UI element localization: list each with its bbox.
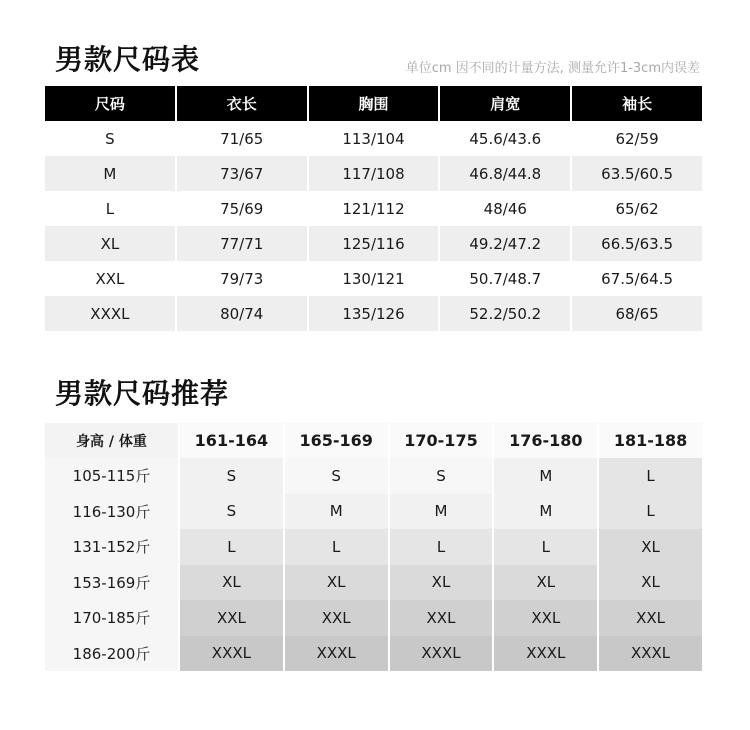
weight-label: 116-130斤 [45,494,178,530]
table-cell: 113/104 [342,129,405,148]
table-cell: 75/69 [220,199,264,218]
table-cell: XXL [95,269,125,288]
table-row [45,565,702,601]
height-header: 176-180 [494,423,597,458]
weight-label: 105-115斤 [45,458,178,494]
size-cell: XL [390,565,493,601]
size-cell: L [599,458,702,494]
size-chart-title: 男款尺码表 [55,43,201,76]
size-cell: XXXL [494,636,597,672]
height-header: 181-188 [599,423,702,458]
table-cell: 66.5/63.5 [572,226,702,261]
size-cell: M [494,458,597,494]
size-cell: S [285,458,388,494]
size-cell: XL [285,565,388,601]
size-cell: XXL [390,600,493,636]
size-cell: XL [180,565,283,601]
size-cell: L [494,529,597,565]
size-cell: L [599,494,702,530]
size-cell: XL [599,529,702,565]
table-row [45,156,702,191]
table-cell: 73/67 [177,156,307,191]
size-cell: M [285,494,388,530]
table-cell: 65/62 [615,199,659,218]
table-cell: 67.5/64.5 [601,269,674,288]
recommendation-header-row [45,423,702,458]
table-cell: S [105,129,115,148]
table-cell: 48/46 [483,199,527,218]
measurement-note: 单位cm 因不同的计量方法, 测量允许1-3cm内误差 [405,61,700,76]
table-cell: L [105,199,115,218]
table-row [45,494,702,530]
table-cell: 68/65 [572,296,702,331]
size-cell: XXL [285,600,388,636]
table-row [45,261,702,296]
table-cell: 45.6/43.6 [469,129,542,148]
size-cell: S [390,458,493,494]
table-cell: XL [45,226,175,261]
table-row [45,296,702,331]
recommendation-title: 男款尺码推荐 [55,377,230,410]
size-cell: S [180,494,283,530]
weight-label: 186-200斤 [45,636,178,672]
size-chart-header-row [45,86,702,121]
size-cell: XL [494,565,597,601]
size-cell: XXL [180,600,283,636]
size-cell: XXXL [390,636,493,672]
table-row [45,191,702,226]
height-header: 170-175 [390,423,493,458]
table-cell: 117/108 [309,156,439,191]
table-cell: 62/59 [615,129,659,148]
table-cell: 135/126 [309,296,439,331]
table-cell: 52.2/50.2 [440,296,570,331]
recommendation-table [45,423,702,671]
table-cell: 63.5/60.5 [572,156,702,191]
header-cell: 尺码 [45,86,175,121]
weight-label: 153-169斤 [45,565,178,601]
table-cell: 79/73 [220,269,264,288]
size-cell: XXXL [285,636,388,672]
table-cell: 49.2/47.2 [440,226,570,261]
corner-label: 身高 / 体重 [45,423,178,458]
header-cell: 肩宽 [440,86,570,121]
table-cell: 121/112 [342,199,405,218]
height-header: 161-164 [180,423,283,458]
table-cell: 130/121 [342,269,405,288]
weight-label: 170-185斤 [45,600,178,636]
size-chart-table [45,86,702,331]
table-cell: 125/116 [309,226,439,261]
weight-label: 131-152斤 [45,529,178,565]
table-cell: 80/74 [177,296,307,331]
size-cell: XXXL [599,636,702,672]
table-row [45,226,702,261]
size-cell: M [494,494,597,530]
table-row [45,121,702,156]
table-cell: 46.8/44.8 [440,156,570,191]
size-cell: L [180,529,283,565]
header-cell: 衣长 [177,86,307,121]
size-cell: S [180,458,283,494]
table-cell: 50.7/48.7 [469,269,542,288]
table-cell: 71/65 [220,129,264,148]
size-cell: XXL [599,600,702,636]
size-cell: XXL [494,600,597,636]
size-cell: XL [599,565,702,601]
table-cell: XXXL [45,296,175,331]
table-cell: 77/71 [177,226,307,261]
size-cell: L [390,529,493,565]
table-row [45,529,702,565]
size-cell: L [285,529,388,565]
header-cell: 胸围 [309,86,439,121]
table-row [45,600,702,636]
header-cell: 袖长 [572,86,702,121]
size-cell: M [390,494,493,530]
table-cell: M [45,156,175,191]
height-header: 165-169 [285,423,388,458]
table-row [45,636,702,672]
table-row [45,458,702,494]
size-cell: XXXL [180,636,283,672]
